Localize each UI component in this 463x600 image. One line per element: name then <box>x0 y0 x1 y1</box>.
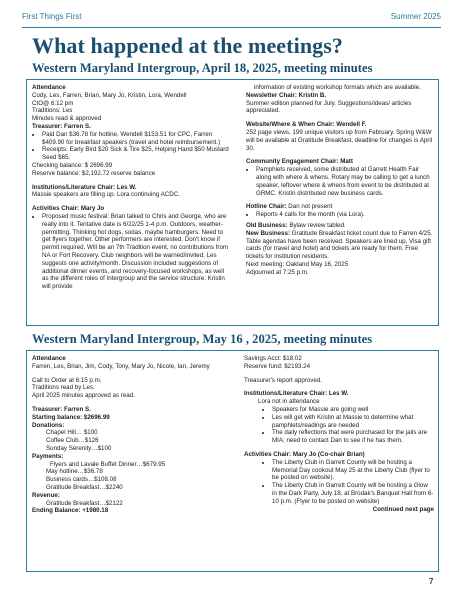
section2-right-column <box>244 355 434 513</box>
activities-continued: information of existing workshop formats which are available. <box>254 84 421 91</box>
new-business-label: New Business: <box>246 229 291 237</box>
treasurer-label: Treasurer: Farren S. <box>32 122 91 130</box>
hotline-label: Hotline Chair: <box>246 203 287 211</box>
attendance-list: Farren, Les, Brian, Jim, Cody, Tony, Mary Jo, Nicole, Ian, Jeremy <box>32 362 210 370</box>
ending-balance: Ending Balance: +1980.18 <box>32 507 109 515</box>
old-business-value: Bylaw review tabled. <box>287 221 346 229</box>
newsletter-text: Summer edition planned for July. Suggestions/ideas/ articles appreciated. <box>246 99 412 115</box>
continued-note: Continued next page <box>372 505 434 513</box>
activities-label: Activities Chair: Mary Jo (Co-chair Brian) <box>244 450 365 458</box>
list-item: • The daily reflections that were purchased for the jails are MIA; need to contact Dan to see if he has them. <box>272 429 434 445</box>
treasurer-label: Treasurer: Farren S. <box>32 405 91 413</box>
header-rule <box>22 27 441 28</box>
list-item: • Pamphlets received, some distributed at Garrett Health Fair along with where & whens. Rotary may be calling to get a lunch speaker, leftover where & whens from event to be distributed at GRMC. Kristin distributed new business cards. <box>256 166 434 197</box>
treasurer-report: Treasurer's report approved. <box>244 376 322 384</box>
hotline-value: Dan not present <box>286 203 333 211</box>
list-item: • Reports 4 calls for the month (via Lora). <box>256 211 434 219</box>
starting-balance: Starting balance: $2696.99 <box>32 413 110 421</box>
traditions: Traditions: Les <box>32 107 73 115</box>
new-business-value: Gratitude Breakfast ticket count due to Farren 4/25. Table agendas have been received. Speakers are lined up, Visa gift cards (for travel and hotel) and tickets are ready for them. Free tickets for institution residents. <box>246 229 433 261</box>
inst-text: Massie speakers are filling up. Lora continuing ACDC. <box>32 191 180 199</box>
donation-item: Coffee Club…$126 <box>46 437 99 445</box>
new-business <box>246 230 434 261</box>
payment-item: Flyers and Lavale Buffet Dinner…$679.95 <box>50 460 166 468</box>
activities-list <box>32 213 232 291</box>
attendance-label: Attendance <box>32 355 66 362</box>
running-header <box>22 12 441 26</box>
payment-item: Gratitude Breakfast…$2240 <box>46 483 123 491</box>
section1-left-column <box>32 84 232 291</box>
payment-item: Business cards…$108.08 <box>46 476 117 484</box>
community-list <box>246 166 434 197</box>
old-business-label: Old Business: <box>246 221 288 229</box>
treasurer-list <box>32 131 232 162</box>
traditions: Traditions read by Les. <box>32 384 95 392</box>
payment-item: May hotline…$36.78 <box>46 468 103 476</box>
page-title: What happened at the meetings? <box>32 33 344 58</box>
header-right: Summer 2025 <box>390 12 441 21</box>
section1-right-column <box>246 84 434 277</box>
reserve-fund: Reserve fund: $2193.24 <box>244 362 311 370</box>
list-item: • Les will get with Kristin at Massie to determine what pamphlets/readings are needed <box>272 414 434 430</box>
section1-heading: Western Maryland Intergroup, April 18, 2025, meeting minutes <box>32 61 373 75</box>
section2-left-column <box>32 355 228 515</box>
newsletter-label: Newsletter Chair: Kristin B. <box>246 91 327 99</box>
adjourned: Adjourned at 7:25 p.m. <box>246 268 309 276</box>
hotline-line <box>246 203 434 211</box>
section2-heading: Western Maryland Intergroup, May 16 , 2025, meeting minutes <box>32 332 373 346</box>
activities-label: Activities Chair: Mary Jo <box>32 205 105 213</box>
list-item: • Receipts: Early Bird $20 Sick & Tire $25, Helping Hand $50 Mustard Seed $65. <box>42 146 232 162</box>
reserve-balance: Reserve balance: $2,192.72 reserve balance <box>32 169 156 177</box>
donation-item: Chapel Hill… $100 <box>46 429 98 437</box>
call-to-order: CtO@ 6:12 pm <box>32 99 74 107</box>
list-item: • Speakers for Massie are going well <box>272 406 434 414</box>
checking-balance: Checking balance: $ 2696.99 <box>32 161 113 169</box>
inst-list <box>244 406 434 445</box>
list-item: • The Liberty Club in Garrett County will be hosting a Memorial Day cookout May 25 at the Liberty Club (flyer to be posted on website). <box>272 459 434 482</box>
header-left: First Things First <box>22 12 82 21</box>
activities-list <box>244 459 434 506</box>
call-to-order: Call to Order at 6:15 p.m. <box>32 376 102 384</box>
old-business <box>246 222 434 230</box>
inst-note: Lora not in attendance <box>258 398 320 406</box>
revenue-item: Gratitude Breakfast…$2122 <box>46 499 123 507</box>
next-meeting: Next meeting: Oakland May 16, 2025 <box>246 260 349 268</box>
website-text: 252 page views, 199 unique visitors up from February. Spring W&W will be available at Gratitude Breakfast, deadline for changes is April 30. <box>246 128 433 152</box>
hotline-list <box>246 211 434 219</box>
minutes: Minutes read & approved <box>32 115 102 123</box>
community-label: Community Engagement Chair: Matt <box>246 158 353 166</box>
list-item: • Paid Dan $36.78 for hotline, Wendell $153.51 for CPC, Farren $409.90 for breakfast speakers (travel and hotel reimbursement.) <box>42 131 232 147</box>
inst-label: Institutions/Literature Chair: Les W. <box>244 390 349 398</box>
inst-label: Institutions/Literature Chair: Les W. <box>32 183 137 191</box>
attendance-list: Cody, Les, Farren, Brian, Mary Jo, Kristin, Lora, Wendell <box>32 91 187 99</box>
revenue-label: Revenue: <box>32 491 60 499</box>
payments-label: Payments: <box>32 452 64 460</box>
list-item: • The Liberty Club in Garrett County will be hosting a Glow in the Dark Party, July 18, at Brodak's Banquet Hall from 6-10 p.m. (Flyer to be posted on website) <box>272 482 434 505</box>
donation-item: Sunday Serenity…$100 <box>46 444 112 452</box>
savings-account: Savings Acct: $18.02 <box>244 355 302 362</box>
page-number: 7 <box>429 577 434 586</box>
minutes: April 2025 minutes approved as read. <box>32 392 135 400</box>
website-label: Website/Where & When Chair: Wendell F. <box>246 121 367 129</box>
donations-label: Donations: <box>32 421 65 429</box>
attendance-label: Attendance <box>32 84 66 91</box>
list-item: • Proposed music festival: Brian talked to Chris and George, who are really into it. Tentative date is 6/22/25 1-4 p.m. Outdoors, weather-permitting. Thinking hot dogs, sodas, maybe hamburgers. Need to get flyers together. Other performers are interested. Don't know if permit required. Will be an 7th Tradition event, no contributions from NA or Fort Recovery. Club neighbors will be warned/invited. Les suggests one activity/month. Discussion included suggestions of additional dinner events, and recovery-focused workshops, as well as the different roles of Intergroup and the service structure. Kristin will provide <box>42 213 232 291</box>
